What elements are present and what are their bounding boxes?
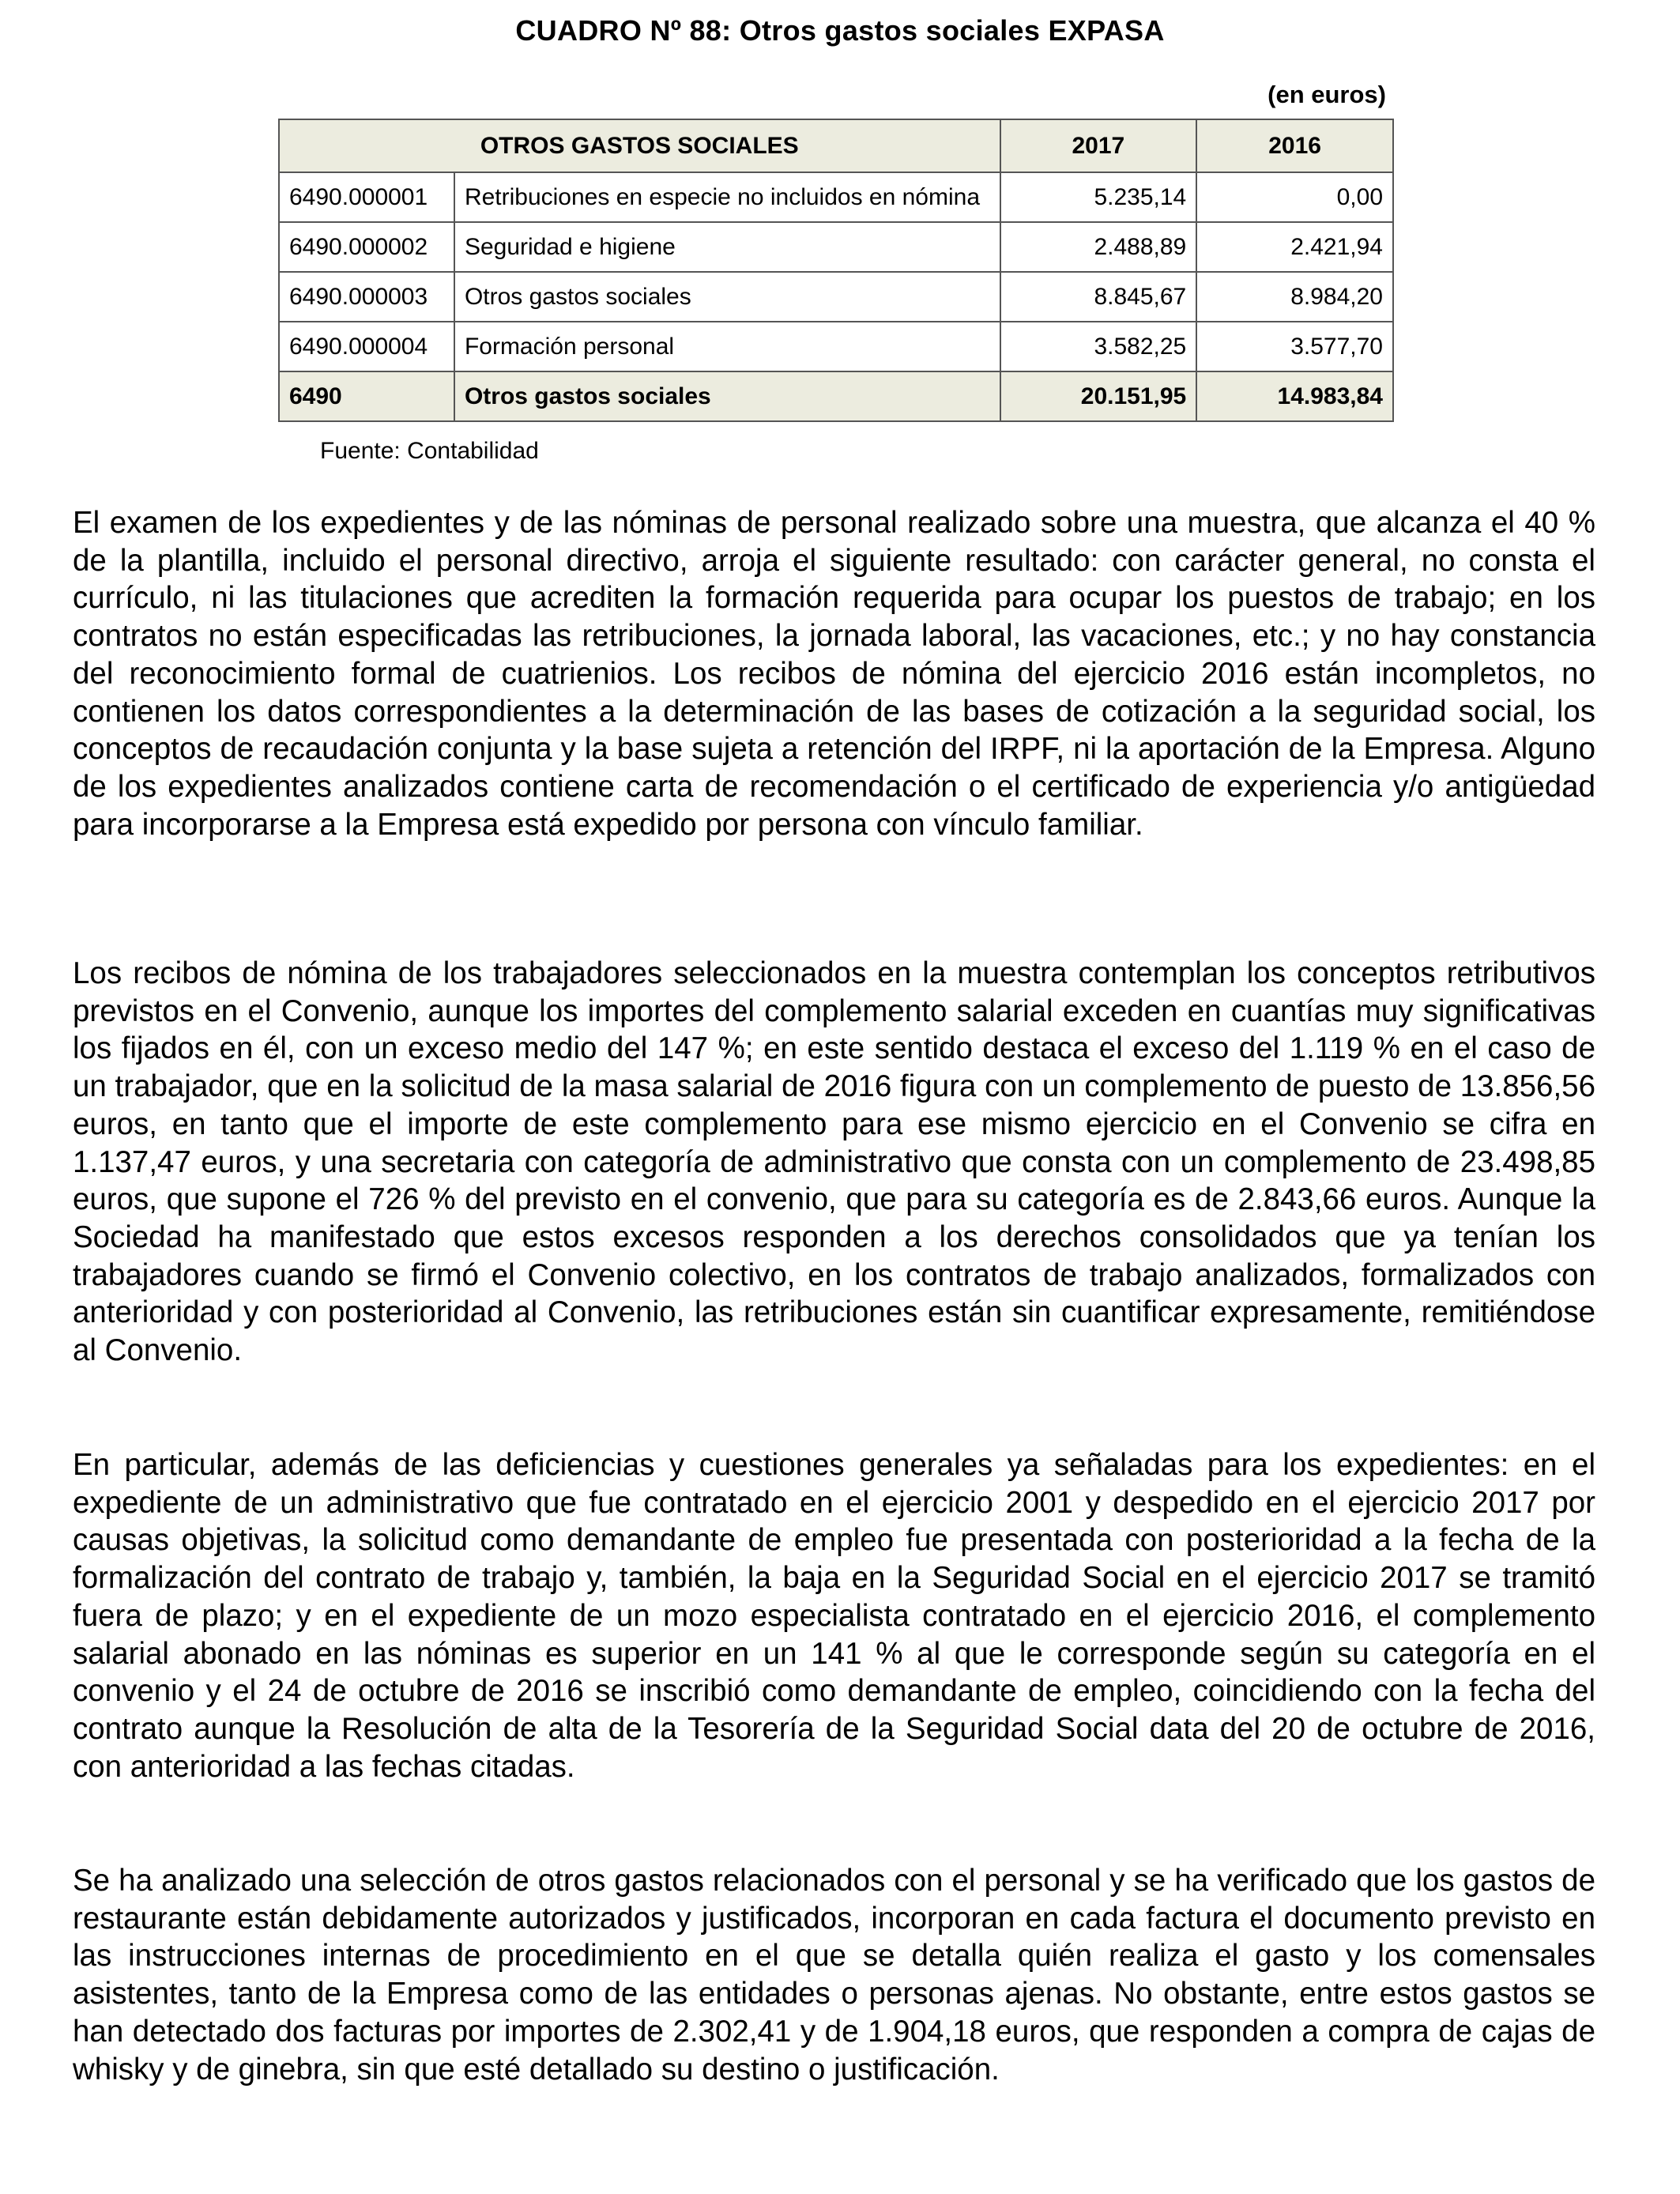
- total-value-2017: 20.151,95: [1000, 371, 1197, 421]
- table-row: [279, 222, 1393, 272]
- row-value-2017: 3.582,25: [1000, 322, 1197, 371]
- paragraph-examination: El examen de los expedientes y de las nóminas de personal realizado sobre una muestra, que alcanza el 40 % de la plantilla, incluido el personal directivo, arroja el siguiente resultado: con carácter general, no consta el currículo, ni las titulaciones que acrediten la formación requerida para ocupar los puestos de trabajo; en los contratos no están especificadas las retribuciones, la jornada laboral, las vacaciones, etc.; y no hay constancia del reconocimiento formal de cuatrienios. Los recibos de nómina del ejercicio 2016 están incompletos, no contienen los datos correspondientes a la determinación de las bases de cotización a la seguridad social, los conceptos de recaudación conjunta y la base sujeta a retención del IRPF, ni la aportación de la Empresa. Alguno de los expedientes analizados contiene carta de recomendación o el certificado de experiencia y/o antigüedad para incorporarse a la Empresa está expedido por persona con vínculo familiar.: [73, 506, 1595, 842]
- row-code: 6490.000003: [279, 272, 454, 322]
- table-row: [279, 172, 1393, 222]
- header-year-2016: 2016: [1196, 119, 1393, 172]
- table-source-note: Fuente: Contabilidad: [320, 438, 539, 464]
- row-description: Seguridad e higiene: [454, 222, 1000, 272]
- row-description: Retribuciones en especie no incluidos en nómina: [454, 172, 1000, 222]
- paragraph-other-expenses: Se ha analizado una selección de otros gastos relacionados con el personal y se ha verificado que los gastos de restaurante están debidamente autorizados y justificados, incorporan en cada factura el documento previsto en las instrucciones internas de procedimiento en el que se detalla quién realiza el gasto y los comensales asistentes, tanto de la Empresa como de las entidades o personas ajenas. No obstante, entre estos gastos se han detectado dos facturas por importes de 2.302,41 y de 1.904,18 euros, que responden a compra de cajas de whisky y de ginebra, sin que esté detallado su destino o justificación.: [73, 1864, 1595, 2087]
- units-label: (en euros): [1268, 81, 1386, 108]
- table-row: [279, 272, 1393, 322]
- row-value-2016: 8.984,20: [1196, 272, 1393, 322]
- paragraph-particular-cases: En particular, además de las deficiencias y cuestiones generales ya señaladas para los expedientes: en el expediente de un administrativo que fue contratado en el ejercicio 2001 y despedido en el ejercicio 2017 por causas objetivas, la solicitud como demandante de empleo fue presentada con posterioridad a la fecha de la formalización del contrato de trabajo y, también, la baja en la Seguridad Social en el ejercicio 2017 se tramitó fuera de plazo; y en el expediente de un mozo especialista contratado en el ejercicio 2016, el complemento salarial abonado en las nóminas es superior en un 141 % al que le corresponde según su categoría en el convenio y el 24 de octubre de 2016 se inscribió como demandante de empleo, coincidiendo con la fecha del contrato aunque la Resolución de alta de la Tesorería de la Seguridad Social data del 20 de octubre de 2016, con anterioridad a las fechas citadas.: [73, 1448, 1595, 1784]
- total-value-2016: 14.983,84: [1196, 371, 1393, 421]
- row-value-2016: 2.421,94: [1196, 222, 1393, 272]
- row-value-2016: 3.577,70: [1196, 322, 1393, 371]
- table-title: CUADRO Nº 88: Otros gastos sociales EXPASA: [515, 14, 1165, 47]
- row-code: 6490.000002: [279, 222, 454, 272]
- total-description: Otros gastos sociales: [454, 371, 1000, 421]
- row-code: 6490.000004: [279, 322, 454, 371]
- row-value-2017: 5.235,14: [1000, 172, 1197, 222]
- header-concept: OTROS GASTOS SOCIALES: [279, 119, 1000, 172]
- table-total-row: [279, 371, 1393, 421]
- table-row: [279, 322, 1393, 371]
- total-code: 6490: [279, 371, 454, 421]
- row-description: Otros gastos sociales: [454, 272, 1000, 322]
- row-value-2017: 2.488,89: [1000, 222, 1197, 272]
- table-header-row: [279, 119, 1393, 172]
- header-year-2017: 2017: [1000, 119, 1197, 172]
- expenses-table: [278, 119, 1394, 422]
- row-value-2016: 0,00: [1196, 172, 1393, 222]
- row-value-2017: 8.845,67: [1000, 272, 1197, 322]
- row-description: Formación personal: [454, 322, 1000, 371]
- paragraph-payroll-receipts: Los recibos de nómina de los trabajadores seleccionados en la muestra contemplan los conceptos retributivos previstos en el Convenio, aunque los importes del complemento salarial exceden en cuantías muy significativas los fijados en él, con un exceso medio del 147 %; en este sentido destaca el exceso del 1.119 % en el caso de un trabajador, que en la solicitud de la masa salarial de 2016 figura con un complemento de puesto de 13.856,56 euros, en tanto que el importe de este complemento para ese mismo ejercicio en el Convenio se cifra en 1.137,47 euros, y una secretaria con categoría de administrativo que consta con un complemento de 23.498,85 euros, que supone el 726 % del previsto en el convenio, que para su categoría es de 2.843,66 euros. Aunque la Sociedad ha manifestado que estos excesos responden a los derechos consolidados que ya tenían los trabajadores cuando se firmó el Convenio colectivo, en los contratos de trabajo analizados, formalizados con anterioridad y con posterioridad al Convenio, las retribuciones están sin cuantificar expresamente, remitiéndose al Convenio.: [73, 956, 1595, 1368]
- row-code: 6490.000001: [279, 172, 454, 222]
